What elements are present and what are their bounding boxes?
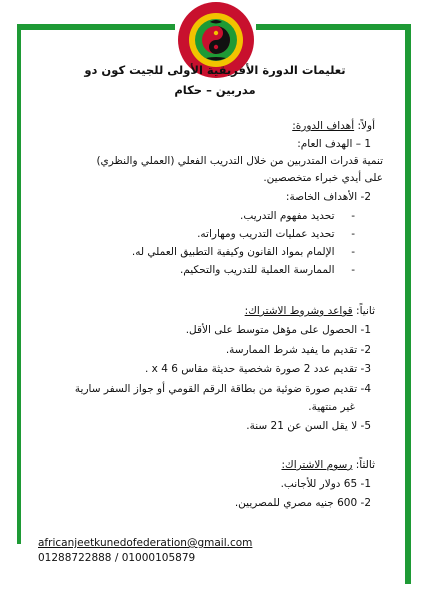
fee-item: 2- 600 جنيه مصري للمصريين.: [234, 497, 371, 509]
section3-heading: [35, 457, 375, 474]
section2-heading: [35, 303, 375, 320]
section2-prefix: ثانياً:: [352, 305, 375, 317]
frame-top-right-line: [256, 24, 411, 30]
general-goal-text-1: تنمية قدرات المتدربين من خلال التدريب الفعلي (العملي والنظري): [96, 155, 383, 167]
condition-item: 3- تقديم عدد 2 صورة شخصية حديثة مقاس 6 x 4 .: [144, 363, 371, 375]
section1-prefix: أولاً:: [354, 120, 375, 132]
contact-email-link[interactable]: africanjeetkunedofederation@gmail.com: [38, 537, 253, 549]
section1-heading: [35, 118, 375, 135]
condition-item: 2- تقديم ما يفيد شرط الممارسة.: [225, 344, 371, 356]
fee-item: 1- 65 دولار للأجانب.: [280, 478, 371, 490]
specific-goal-item: - تحديد عمليات التدريب ومهاراته.: [197, 228, 355, 240]
section3-title: رسوم الاشتراك:: [281, 459, 353, 471]
page-title: تعليمات الدورة الأفريقية الأولى للجيت كون دو: [84, 63, 346, 77]
condition-item: 4- تقديم صورة ضوئية من بطاقة الرقم القومي أو جواز السفر سارية: [74, 383, 371, 395]
specific-goal-item: - الممارسة العملية للتدريب والتحكيم.: [179, 264, 355, 276]
section3-prefix: ثالثاً:: [352, 459, 375, 471]
specific-goal-text: تحديد عمليات التدريب ومهاراته.: [197, 228, 335, 240]
condition-item-continuation: غير منتهية.: [308, 401, 355, 413]
specific-goal-text: الممارسة العملية للتدريب والتحكيم.: [179, 264, 335, 276]
contact-phones: 01288722888 / 01000105879: [38, 552, 196, 564]
specific-goal-item: - تحديد مفهوم التدريب.: [240, 210, 355, 222]
general-goal-text-2: على أيدي خبراء متخصصين.: [263, 172, 383, 184]
specific-goal-text: تحديد مفهوم التدريب.: [240, 210, 335, 222]
page-subtitle: مدربين – حكام: [174, 83, 256, 97]
section2-title: قواعد وشروط الاشتراك:: [244, 305, 353, 317]
condition-item: 1- الحصول على مؤهل متوسط على الأقل.: [185, 324, 371, 336]
frame-left-line: [17, 24, 21, 544]
frame-right-line: [405, 24, 411, 584]
general-goal-label: 1 – الهدف العام:: [297, 138, 371, 150]
condition-item: 5- لا يقل السن عن 21 سنة.: [246, 420, 371, 432]
specific-goals-label: 2- الأهداف الخاصة:: [285, 191, 371, 203]
section1-title: أهداف الدورة:: [292, 120, 355, 132]
specific-goal-text: الإلمام بمواد القانون وكيفية التطبيق العملي له.: [131, 246, 335, 258]
frame-top-left-line: [17, 24, 175, 30]
specific-goal-item: - الإلمام بمواد القانون وكيفية التطبيق العملي له.: [131, 246, 355, 258]
